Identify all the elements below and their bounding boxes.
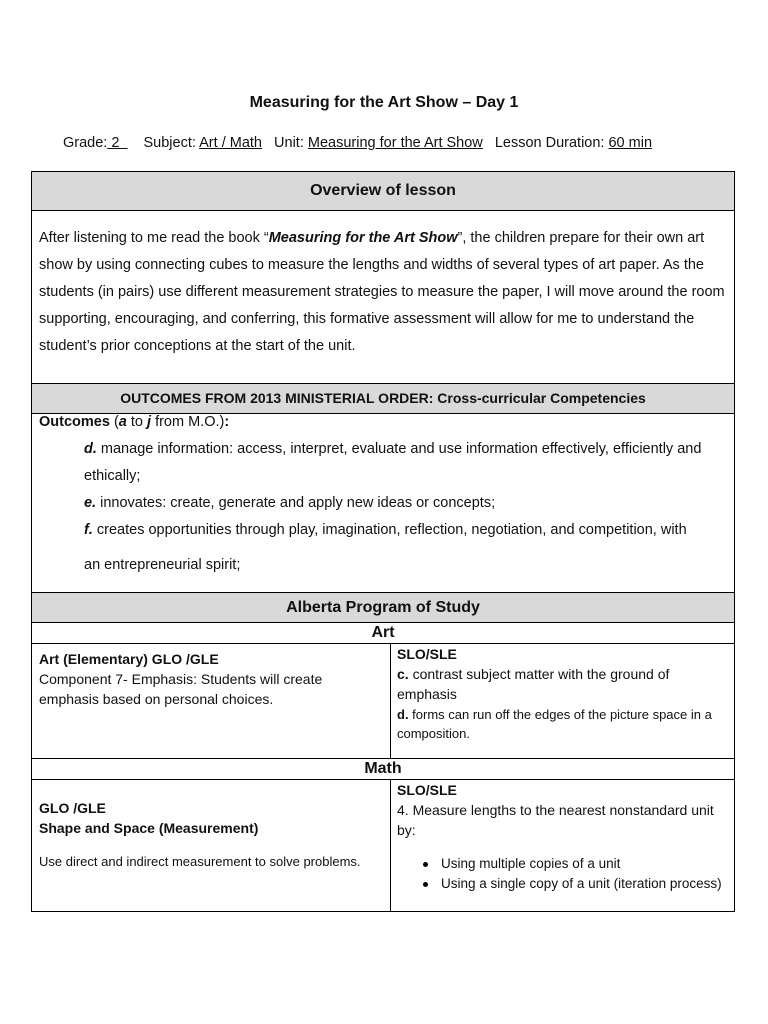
art-slo-d	[397, 705, 727, 743]
outcome-text: innovates: create, generate and apply new ideas or concepts;	[96, 495, 496, 511]
art-slo-cell	[397, 644, 727, 743]
unit-label: Unit:	[274, 135, 304, 151]
art-slo-d-letter: d.	[397, 707, 409, 722]
grade-label: Grade:	[63, 135, 108, 151]
list-item: Using a single copy of a unit (iteration process)	[397, 874, 729, 894]
outcome-text: an entrepreneurial spirit;	[84, 557, 241, 573]
outcomes-heading: OUTCOMES FROM 2013 MINISTERIAL ORDER: Cross-curricular Competencies	[31, 383, 735, 414]
math-slo-title: SLO/SLE	[397, 782, 457, 798]
art-glo-text: Component 7- Emphasis: Students will create emphasis based on personal choices.	[39, 671, 323, 707]
outcomes-intro-a: a	[118, 414, 127, 430]
page-title: Measuring for the Art Show – Day 1	[249, 94, 519, 111]
unit-value: Measuring for the Art Show	[307, 135, 483, 151]
outcome-letter: d.	[84, 441, 97, 457]
outcomes-intro	[39, 414, 229, 430]
art-slo-c-letter: c.	[397, 666, 409, 682]
outcome-item-f-continued	[84, 552, 730, 579]
outcomes-intro-to: to	[126, 414, 148, 430]
math-glo-title: GLO /GLE	[39, 800, 106, 816]
book-title: Measuring for the Art Show	[268, 230, 458, 246]
math-heading: Math	[31, 758, 735, 780]
duration-value: 60 min	[608, 135, 653, 151]
art-slo-title: SLO/SLE	[397, 646, 457, 662]
outcomes-label: Outcomes	[39, 414, 110, 430]
outcome-item-e	[84, 490, 730, 517]
column-divider	[390, 780, 391, 911]
grade-value: 2	[107, 135, 128, 151]
duration-label: Lesson Duration:	[494, 135, 605, 151]
overview-text	[31, 210, 735, 384]
math-slo-cell	[397, 780, 729, 894]
math-glo-subtitle: Shape and Space (Measurement)	[39, 820, 259, 836]
math-glo-text: Use direct and indirect measurement to solve problems.	[39, 854, 361, 869]
math-table-row	[31, 779, 735, 912]
art-glo-cell	[39, 649, 379, 709]
subject-label: Subject:	[143, 135, 196, 151]
outcome-letter: e.	[84, 495, 97, 511]
list-item: Using multiple copies of a unit	[397, 854, 729, 874]
outcome-letter: f.	[84, 522, 93, 538]
art-table-row	[31, 643, 735, 759]
outcome-item-f	[84, 517, 730, 544]
outcomes-intro-from: from M.O.)	[151, 414, 225, 430]
overview-text-before: After listening to me read the book “	[39, 230, 269, 246]
outcome-text: manage information: access, interpret, evaluate and use information effectively, efficiently and ethically;	[84, 441, 702, 484]
outcomes-intro-colon: :	[224, 414, 230, 430]
outcomes-intro-j: j	[147, 414, 152, 430]
art-glo-title: Art (Elementary) GLO /GLE	[39, 651, 219, 667]
outcome-text: creates opportunities through play, imagination, reflection, negotiation, and competition, with	[92, 522, 687, 538]
outcomes-intro-open: (	[109, 414, 119, 430]
subject-value: Art / Math	[199, 135, 262, 151]
art-slo-c-text: contrast subject matter with the ground of emphasis	[397, 666, 670, 702]
math-slo-text: 4. Measure lengths to the nearest nonstandard unit by:	[397, 802, 714, 838]
math-slo-list	[397, 854, 729, 894]
art-slo-d-text: forms can run off the edges of the picture space in a composition.	[397, 707, 712, 741]
overview-heading: Overview of lesson	[31, 171, 735, 211]
outcome-item-d	[84, 436, 730, 490]
math-glo-cell	[39, 798, 384, 871]
column-divider	[390, 644, 391, 758]
lesson-meta	[63, 135, 652, 151]
overview-text-after: ”, the children prepare for their own art show by using connecting cubes to measure the lengths and widths of several types of art paper. As the students (in pairs) use different measurement strategies to measure the paper, I will move around the room supporting, encouraging, and conferring, this formative assessment will allow for me to understand the student’s prior conceptions at the start of the unit.	[39, 230, 725, 354]
program-heading: Alberta Program of Study	[31, 592, 735, 623]
art-heading: Art	[31, 622, 735, 644]
outcomes-section	[31, 413, 735, 593]
